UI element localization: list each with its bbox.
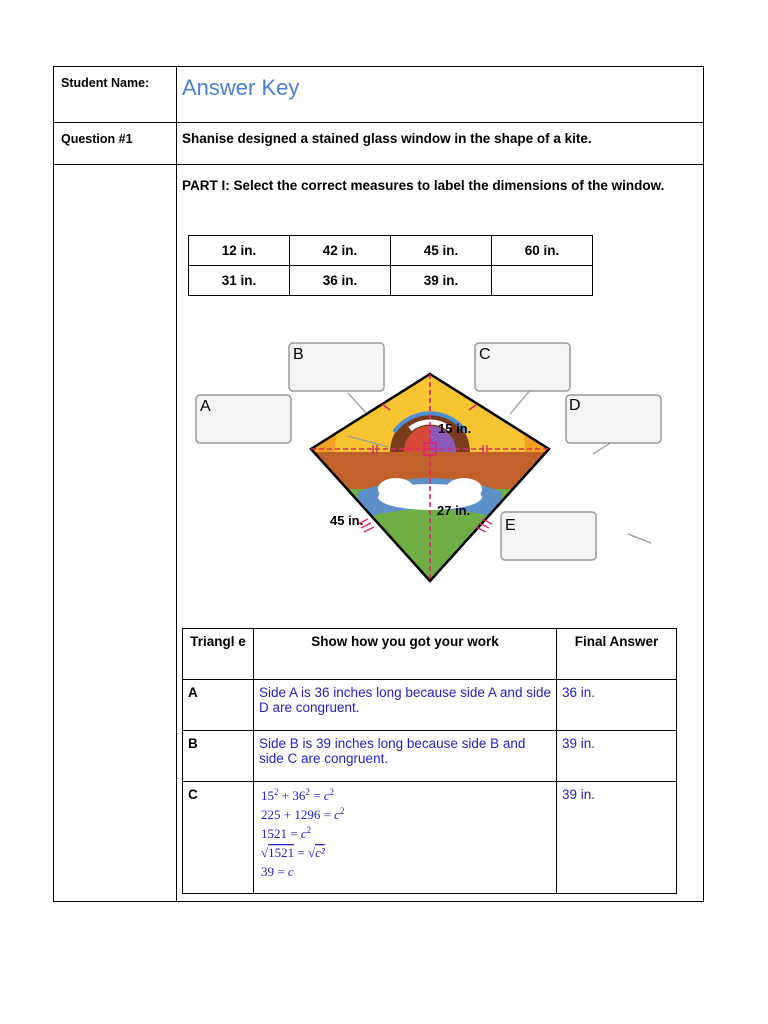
label-15-in: 15 in. [438,421,472,436]
label-27-in: 27 in. [437,503,471,518]
label-45-in: 45 in. [330,513,364,528]
question-text: Shanise designed a stained glass window in the shape of a kite. [182,131,592,146]
work-text: Side B is 39 inches long because side B and side C are congruent. [254,731,557,782]
box-label-e: E [505,517,516,534]
triangle-id: B [183,731,254,782]
work-text: Side A is 36 inches long because side A and side D are congruent. [254,680,557,731]
triangle-work-table [182,628,677,894]
answer-box-e[interactable] [501,512,596,560]
table-row [183,731,677,782]
svg-text:1521 = c2: $1521 = c^2$ [261,825,312,841]
pythagorean-work-image [259,787,379,883]
answer-box-a[interactable] [196,395,291,443]
measure-cell[interactable]: 39 in. [391,266,492,296]
final-answer: 39 in. [557,731,677,782]
measure-cell[interactable]: 36 in. [290,266,391,296]
row-divider [176,164,703,165]
column-divider [176,67,177,901]
answer-box-d[interactable] [566,395,661,443]
measure-cell[interactable]: 31 in. [189,266,290,296]
measure-cell[interactable] [492,266,593,296]
triangle-id: A [183,680,254,731]
final-answer: 36 in. [557,680,677,731]
kite-diagram [188,329,668,589]
question-label: Question #1 [61,132,133,146]
row-divider [54,122,703,123]
svg-text:152 + 362 = c2: $15^2 + 36^2 = c^2$ [261,787,334,803]
part1-instructions: PART I: Select the correct measures to label the dimensions of the window. [182,178,665,193]
svg-text:√1521 = √c²: √1521 = √c² [261,845,325,860]
measure-cell[interactable]: 45 in. [391,236,492,266]
header-final-answer: Final Answer [557,629,677,680]
header-triangle: Triangl e [183,629,254,680]
header-work: Show how you got your work [254,629,557,680]
svg-text:39 = c: 39 = c [261,864,294,879]
box-label-d: D [569,397,581,414]
box-label-c: C [479,346,491,363]
measures-table [188,235,593,296]
final-answer: 39 in. [557,782,677,894]
answer-box-c[interactable] [475,343,570,391]
answer-key-title: Answer Key [182,75,300,100]
triangle-id: C [183,782,254,894]
measure-cell[interactable]: 42 in. [290,236,391,266]
measure-cell[interactable]: 12 in. [189,236,290,266]
table-row [183,782,677,894]
work-equations [254,782,557,894]
box-label-a: A [200,398,211,415]
box-label-b: B [293,346,304,363]
table-row [183,680,677,731]
worksheet-frame [53,66,704,902]
answer-box-b[interactable] [289,343,384,391]
svg-text:225 + 1296 = c2: $225 + 1296 = c^2$ [261,806,345,822]
student-name-label: Student Name: [61,76,150,90]
measure-cell[interactable]: 60 in. [492,236,593,266]
